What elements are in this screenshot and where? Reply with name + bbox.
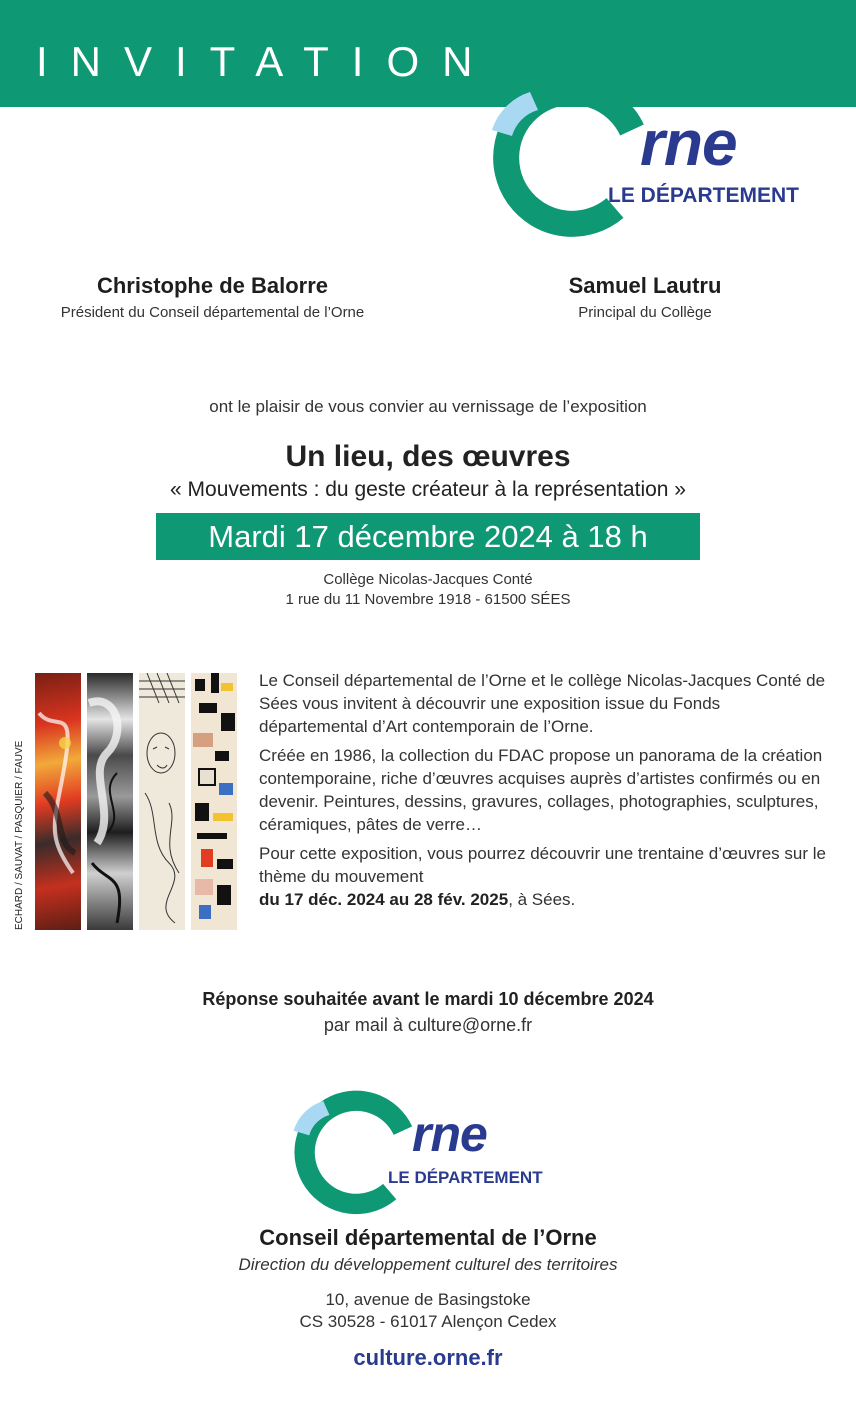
host-role: Président du Conseil départemental de l’Orne — [60, 304, 365, 321]
footer-website-link[interactable]: culture.orne.fr — [353, 1345, 503, 1370]
orne-logo-word: rne — [640, 107, 737, 179]
invitation-title: INVITATION — [36, 38, 496, 85]
host-principal — [520, 272, 770, 323]
description-paragraph — [259, 842, 829, 911]
exhibition-description — [259, 669, 829, 917]
venue-info — [0, 570, 856, 610]
venue-address: 1 rue du 11 Novembre 1918 - 61500 SÉES — [285, 591, 571, 608]
description-text: Pour cette exposition, vous pourrez découvrir une trentaine d’œuvres sur le thème du mouvement — [259, 844, 826, 886]
exhibition-title: Un lieu, des œuvres — [285, 440, 571, 473]
artwork-strip-sauvat — [87, 673, 133, 930]
footer-address-line1: 10, avenue de Basingstoke — [325, 1290, 531, 1309]
footer-address-line2: CS 30528 - 61017 Alençon Cedex — [299, 1312, 557, 1331]
host-name: Christophe de Balorre — [96, 273, 329, 298]
artwork-strip-pasquier — [139, 673, 185, 930]
exhibition-dates: du 17 déc. 2024 au 28 fév. 2025 — [259, 890, 509, 909]
orne-logo-word: rne — [412, 1106, 487, 1162]
orne-logo-top — [490, 78, 830, 238]
orne-logo-mark — [490, 78, 650, 238]
artwork-strips — [35, 673, 238, 930]
orne-logo-mark — [292, 1090, 417, 1215]
invitation-intro: ont le plaisir de vous convier au vernissage de l’exposition — [209, 397, 647, 416]
artwork-credits: ECHARD / SAUVAT / PASQUIER / FAUVE — [14, 740, 25, 930]
description-text: , à Sées. — [508, 890, 576, 909]
artwork-strip-echard — [35, 673, 81, 930]
venue-name: Collège Nicolas-Jacques Conté — [323, 571, 533, 588]
host-role: Principal du Collège — [578, 304, 712, 321]
host-president — [20, 272, 405, 323]
orne-logo-bottom — [292, 1090, 572, 1215]
rsvp-deadline: Réponse souhaitée avant le mardi 10 décembre 2024 — [202, 989, 654, 1009]
host-name: Samuel Lautru — [568, 273, 722, 298]
artwork-strip-fauve — [191, 673, 237, 930]
orne-logo-subtitle: LE DÉPARTEMENT — [608, 184, 799, 207]
event-date-banner: Mardi 17 décembre 2024 à 18 h — [156, 513, 700, 560]
description-paragraph: Le Conseil départemental de l’Orne et le collège Nicolas-Jacques Conté de Sées vous invitent à découvrir une exposition issue du Fonds départemental d’Art contemporain de l’Orne. — [259, 671, 826, 736]
footer-department: Direction du développement culturel des territoires — [238, 1255, 618, 1274]
footer-org-name: Conseil départemental de l’Orne — [259, 1225, 597, 1250]
rsvp-contact: par mail à culture@orne.fr — [323, 1015, 533, 1035]
description-paragraph: Créée en 1986, la collection du FDAC propose un panorama de la création contemporaine, riche d’œuvres acquises auprès d’artistes confirmés ou en devenir. Peintures, dessins, gravures, collages, photographies, sculptures, céramiques, pâtes de verre… — [259, 746, 823, 834]
exhibition-subtitle: « Mouvements : du geste créateur à la représentation » — [170, 478, 686, 501]
orne-logo-subtitle: LE DÉPARTEMENT — [388, 1168, 543, 1187]
